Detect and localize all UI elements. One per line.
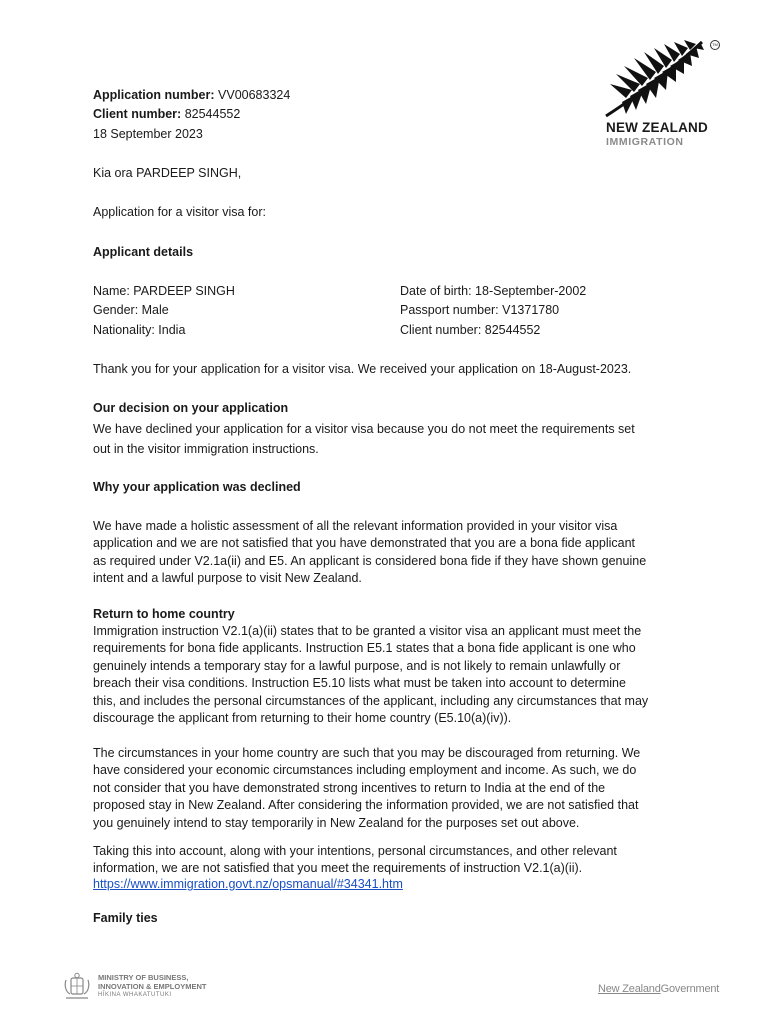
why-line: intent and a lawful purpose to visit New Zealand. (93, 571, 362, 586)
applicant-dob: Date of birth: 18-September-2002 (400, 284, 587, 298)
applicant-name: Name: PARDEEP SINGH (93, 284, 235, 298)
applicant-client-number: Client number: 82544552 (400, 323, 541, 337)
return-home-line: requirements for bona fide applicants. Instruction E5.1 states that a bona fide applicant is one who (93, 641, 636, 656)
nz-immigration-logo (604, 38, 724, 148)
client-number-label: Client number: (93, 107, 182, 121)
decision-heading: Our decision on your application (93, 401, 289, 415)
nz-government-logo-part-1: New Zealand (598, 983, 661, 995)
logo-wordmark: NEW ZEALAND (606, 120, 708, 135)
circumstances-paragraph (93, 745, 683, 832)
circumstances-line: you genuinely intend to stay temporarily in New Zealand for the purposes set out above. (93, 815, 580, 830)
applicant-passport: Passport number: V1371780 (400, 303, 560, 317)
decision-paragraph (93, 420, 683, 459)
circumstances-line: have considered your economic circumstances including employment and income. As such, we do (93, 763, 637, 778)
family-ties-heading: Family ties (93, 911, 158, 925)
applicant-details-heading: Applicant details (93, 245, 194, 259)
ministry-name-line-1: MINISTRY OF BUSINESS, (98, 973, 189, 982)
ministry-name-line-2: INNOVATION & EMPLOYMENT (98, 981, 207, 991)
coat-of-arms-icon (62, 972, 92, 1002)
return-home-line: discourage the applicant from returning to their home country (E5.10(a)(iv)). (93, 711, 512, 726)
return-home-line: Immigration instruction V2.1(a)(ii) states that to be granted a visitor visa an applicant must meet the (93, 624, 642, 638)
decision-line: out in the visitor immigration instructions. (93, 441, 319, 456)
mbie-footer-logo (62, 972, 262, 1002)
return-home-line: breach their visa conditions. Instruction E5.10 lists what must be taken into account to determine (93, 676, 626, 691)
ministry-maori-name: HĪKINA WHAKATUTUKI (98, 992, 172, 998)
taking-line: Taking this into account, along with your intentions, personal circumstances, and other relevant (93, 844, 617, 858)
taking-line: information, we are not satisfied that you meet the requirements of instruction V2.1(a)(ii). (93, 860, 583, 875)
nz-government-logo-part-2: Government (660, 983, 720, 995)
client-number (93, 106, 240, 123)
greeting: Kia ora PARDEEP SINGH, (93, 166, 242, 180)
opsmanual-link[interactable]: https://www.immigration.govt.nz/opsmanual/#34341.htm (93, 877, 403, 891)
applicant-gender: Gender: Male (93, 303, 169, 317)
why-line: as required under V2.1a(ii) and E5. An applicant is considered bona fide if they have shown genuine (93, 553, 647, 568)
why-line: application and we are not satisfied that you have demonstrated that you are a bona fide applicant (93, 536, 636, 551)
return-home-line: genuinely intends a temporary stay for a lawful purpose, and is not likely to remain unlawfully or (93, 658, 621, 673)
return-home-paragraph (93, 623, 683, 727)
logo-subtitle: IMMIGRATION (606, 136, 684, 148)
circumstances-line: proposed stay in New Zealand. After considering the information provided, we are not satisfied that (93, 798, 639, 813)
why-paragraph (93, 518, 683, 588)
return-home-line: this, and includes the personal circumstances of the applicant, including any circumstances that may (93, 693, 649, 708)
letter-date: 18 September 2023 (93, 127, 203, 141)
applicant-nationality: Nationality: India (93, 323, 186, 337)
decision-line: We have declined your application for a visitor visa because you do not meet the requirements set (93, 422, 635, 436)
application-number-label: Application number: (93, 88, 215, 102)
thanks-line: Thank you for your application for a visitor visa. We received your application on 18-August-2023. (93, 362, 632, 376)
circumstances-line: The circumstances in your home country are such that you may be discouraged from returning. We (93, 746, 641, 760)
trademark-mark: TM (710, 40, 720, 50)
why-heading: Why your application was declined (93, 480, 301, 494)
client-number-value: 82544552 (184, 107, 241, 121)
intro-line: Application for a visitor visa for: (93, 205, 266, 219)
silver-fern-icon (604, 38, 708, 118)
return-home-heading: Return to home country (93, 607, 235, 621)
nz-government-logo (598, 983, 719, 995)
application-number-value: VV00683324 (218, 88, 291, 102)
taking-paragraph (93, 843, 683, 893)
why-line: We have made a holistic assessment of all the relevant information provided in your visitor visa (93, 519, 618, 533)
application-number (93, 87, 290, 104)
circumstances-line: not consider that you have demonstrated strong incentives to return to India at the end of the (93, 780, 606, 795)
